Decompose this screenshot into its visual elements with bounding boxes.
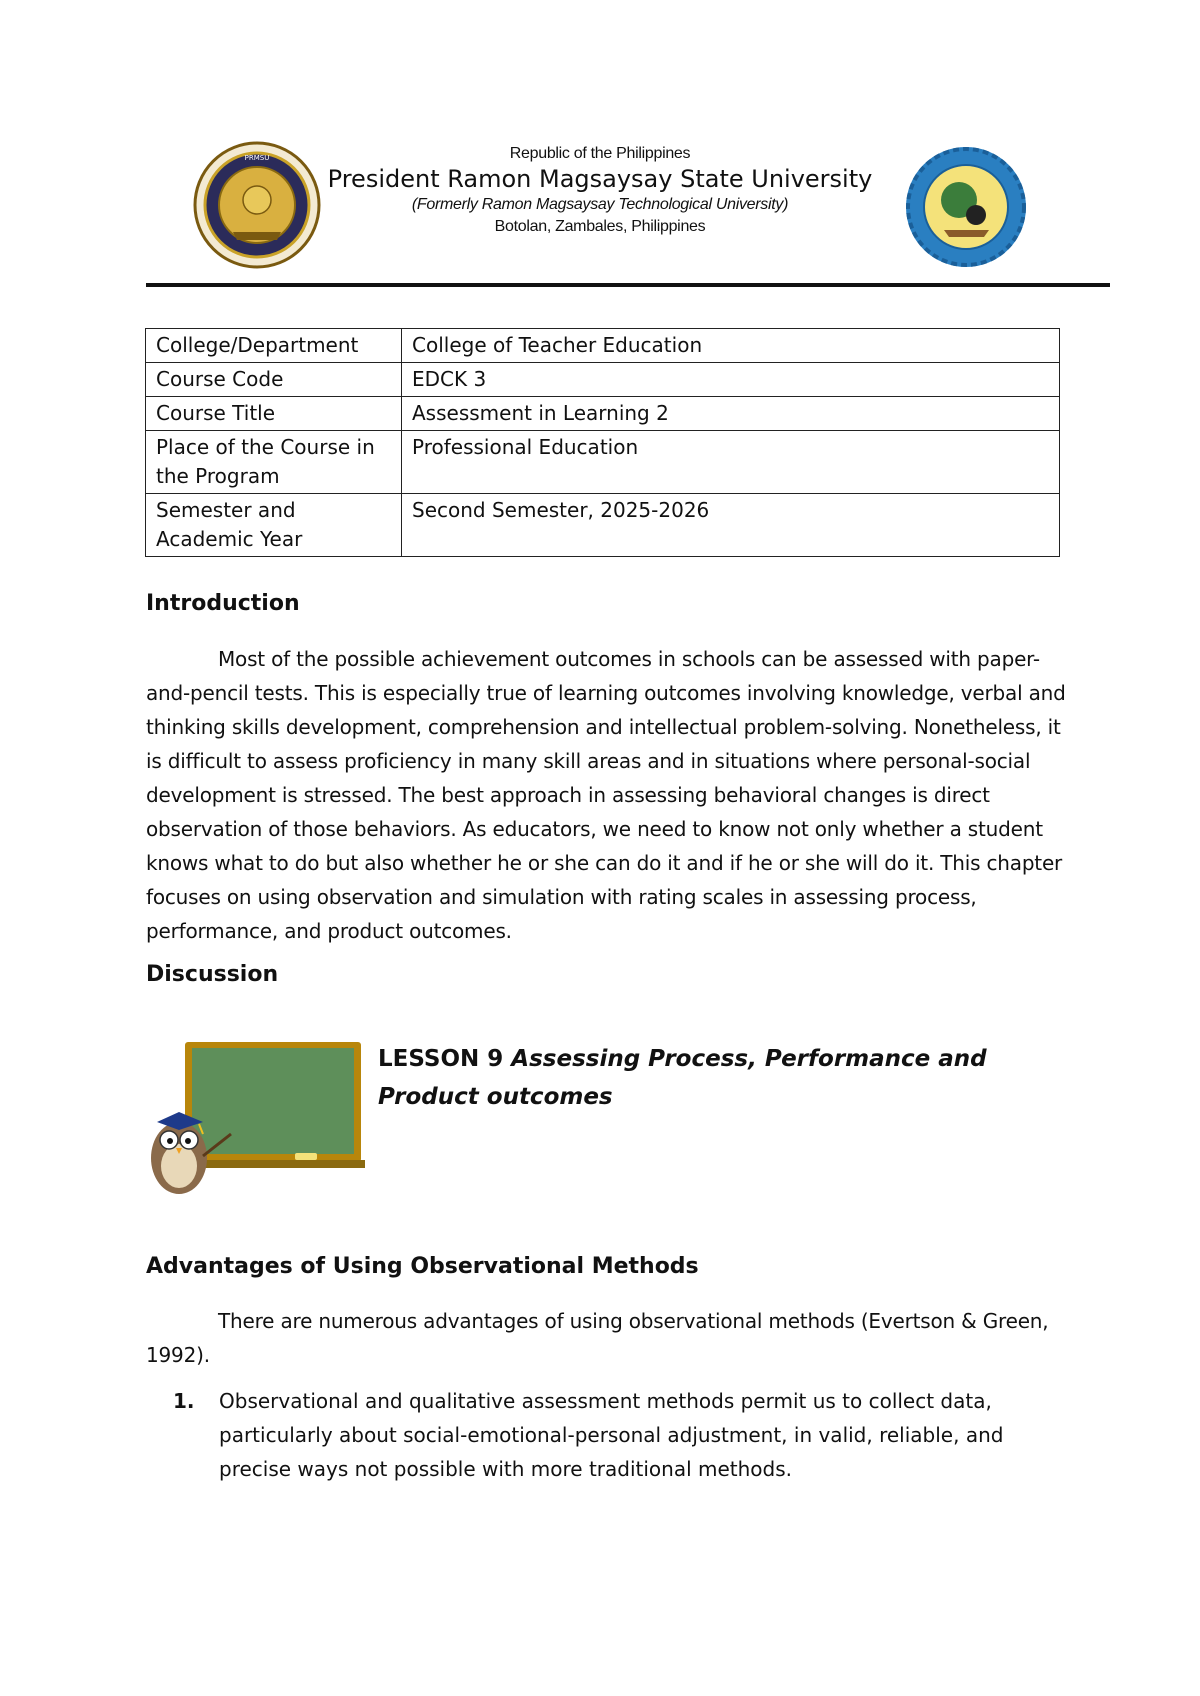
table-row	[146, 431, 1060, 494]
lesson-number: LESSON 9	[378, 1046, 504, 1072]
svg-text:PRMSU: PRMSU	[244, 154, 270, 162]
header-divider	[146, 283, 1110, 287]
advantages-intro-text: There are numerous advantages of using observational methods (Evertson & Green, 1992).	[146, 1309, 1049, 1367]
header-university-name: President Ramon Magsaysay State University	[327, 165, 873, 193]
table-row	[146, 329, 1060, 363]
list-item-text: Observational and qualitative assessment methods permit us to collect data, particularly about social-emotional-personal adjustment, in valid, reliable, and precise ways not possible with more traditional methods.	[219, 1389, 1004, 1481]
introduction-heading: Introduction	[146, 591, 300, 616]
table-value: College of Teacher Education	[402, 329, 1060, 363]
header-republic: Republic of the Philippines	[509, 145, 691, 162]
course-info-table	[145, 328, 1060, 557]
table-row	[146, 363, 1060, 397]
table-row	[146, 397, 1060, 431]
table-label: Course Code	[146, 363, 402, 397]
lesson-name: Assessing Process, Performance and Product outcomes	[378, 1046, 987, 1110]
table-label: Semester and Academic Year	[146, 494, 402, 557]
table-label: Course Title	[146, 397, 402, 431]
introduction-paragraph	[146, 642, 1066, 948]
header-address: Botolan, Zambales, Philippines	[494, 218, 706, 235]
list-item-number: 1.	[173, 1389, 195, 1413]
table-value: EDCK 3	[402, 363, 1060, 397]
introduction-text: Most of the possible achievement outcomes in schools can be assessed with paper-and-pencil tests. This is especially true of learning outcomes involving knowledge, verbal and thinking skills development, comprehension and intellectual problem-solving. Nonetheless, it is difficult to assess proficiency in many skill areas and in situations where personal-social development is stressed. The best approach in assessing behavioral changes is direct observation of those behaviors. As educators, we need to know not only whether a student knows what to do but also whether he or she can do it and if he or she will do it. This chapter focuses on using observation and simulation with rating scales in assessing process, performance, and product outcomes.	[146, 647, 1066, 943]
table-value: Professional Education	[402, 431, 1060, 494]
owl-teacher-chalkboard-illustration	[143, 1038, 365, 1200]
college-seal-logo	[904, 145, 1028, 269]
table-label: College/Department	[146, 329, 402, 363]
table-label: Place of the Course in the Program	[146, 431, 402, 494]
advantages-intro-paragraph	[146, 1304, 1066, 1372]
header-formerly: (Formerly Ramon Magsaysay Technological University)	[411, 196, 789, 213]
advantages-heading: Advantages of Using Observational Methods	[146, 1254, 699, 1279]
table-value: Assessment in Learning 2	[402, 397, 1060, 431]
table-value: Second Semester, 2025-2026	[402, 494, 1060, 557]
lesson-title	[378, 1040, 1038, 1116]
discussion-heading: Discussion	[146, 962, 279, 987]
table-row	[146, 494, 1060, 557]
